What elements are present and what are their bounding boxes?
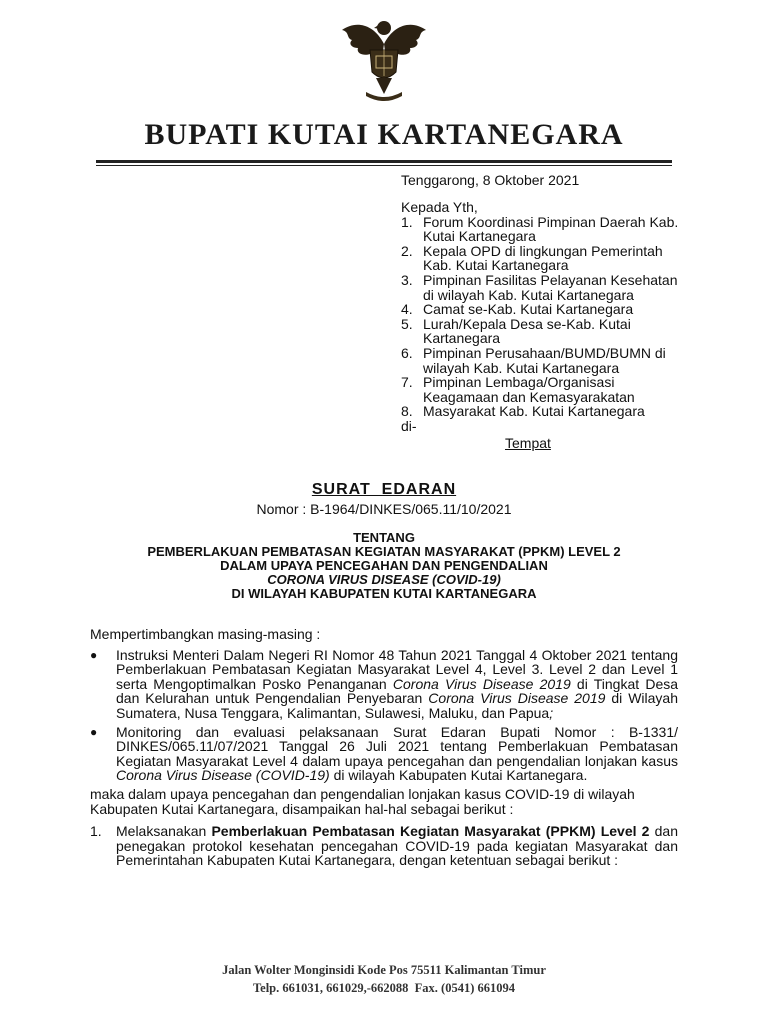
recipients-block xyxy=(401,200,686,450)
recipients-di: di- xyxy=(401,417,417,434)
letter-body xyxy=(90,627,678,868)
letter-footer xyxy=(0,961,768,997)
subject-line: DI WILAYAH KABUPATEN KUTAI KARTANEGARA xyxy=(231,586,537,601)
garuda-emblem-icon xyxy=(336,14,432,106)
considering-heading: Mempertimbangkan masing-masing : xyxy=(90,626,321,642)
recipient-item: 5. Lurah/Kepala Desa se-Kab. Kutai Kartanegara xyxy=(401,315,631,347)
recipients-tempat: Tempat xyxy=(505,434,551,451)
considering-list xyxy=(90,648,678,783)
letter-date: Tenggarong, 8 Oktober 2021 xyxy=(401,172,580,188)
recipient-item: 4. Camat se-Kab. Kutai Kartanegara xyxy=(401,301,634,318)
point-number: 1. xyxy=(90,823,102,840)
circular-number: Nomor : B-1964/DINKES/065.11/10/2021 xyxy=(256,501,512,517)
bullet-icon: ● xyxy=(90,647,98,662)
recipient-item: 7. Pimpinan Lembaga/Organisasi Keagamaan dan Kemasyarakatan xyxy=(401,374,635,405)
bullet-icon: ● xyxy=(90,724,98,739)
bullet-text: Monitoring dan evaluasi pelaksanaan Surat Edaran Bupati Nomor : B-1331/ DINKES/065.11/07/2021 Tanggal 26 Juli 2021 tentang Pemberlakuan Pembatasan Kegiatan Masyarakat Level 4 dalam upaya pencegahan dan pengendalian lonjakan kasus Corona Virus Disease (COVID-19) di wilayah Kabupaten Kutai Kartanegara. xyxy=(116,723,678,784)
circular-subject xyxy=(0,531,768,601)
circular-title-block xyxy=(0,481,768,601)
letterhead-rule-thick xyxy=(96,160,672,163)
recipient-item: 3. Pimpinan Fasilitas Pelayanan Kesehatan di wilayah Kab. Kutai Kartanegara xyxy=(401,271,678,303)
recipients-list xyxy=(401,215,686,419)
recipient-item: 1. Forum Koordinasi Pimpinan Daerah Kab. Kutai Kartanegara xyxy=(401,213,679,245)
recipient-item: 8. Masyarakat Kab. Kutai Kartanegara xyxy=(401,403,645,420)
footer-address: Jalan Wolter Monginsidi Kode Pos 75511 Kalimantan Timur xyxy=(222,963,546,977)
subject-line: DALAM UPAYA PENCEGAHAN DAN PENGENDALIAN xyxy=(220,558,548,573)
footer-contact: Telp. 661031, 661029,-662088 Fax. (0541) 661094 xyxy=(252,981,516,995)
subject-line: PEMBERLAKUAN PEMBATASAN KEGIATAN MASYARAKAT (PPKM) LEVEL 2 xyxy=(147,544,621,559)
recipient-item: 2. Kepala OPD di lingkungan Pemerintah Kab. Kutai Kartanegara xyxy=(401,242,663,274)
subject-line: CORONA VIRUS DISEASE (COVID-19) xyxy=(267,572,501,587)
subject-line: TENTANG xyxy=(353,530,415,545)
conclusion-paragraph: maka dalam upaya pencegahan dan pengendalian lonjakan kasus COVID-19 di wilayah Kabupaten Kutai Kartanegara, disampaikan hal-hal sebagai berikut : xyxy=(90,785,635,817)
letterhead-rule-thin xyxy=(96,165,672,166)
list-item xyxy=(90,725,678,783)
numbered-point xyxy=(90,824,678,868)
circular-title: SURAT EDARAN xyxy=(311,481,457,498)
letterhead-title: BUPATI KUTAI KARTANEGARA xyxy=(144,118,624,151)
list-item xyxy=(90,648,678,721)
bullet-text: Instruksi Menteri Dalam Negeri RI Nomor 48 Tahun 2021 Tanggal 4 Oktober 2021 tentang Pemberlakuan Pembatasan Kegiatan Masyarakat Level 4, Level 3. Level 2 dan Level 1 serta Mengoptimalkan Posko Penanganan Corona Virus Disease 2019 di Tingkat Desa dan Kelurahan untuk Pengendalian Penyebaran Corona Virus Disease 2019 di Wilayah Sumatera, Nusa Tenggara, Kalimantan, Sulawesi, Maluku, dan Papua; xyxy=(116,646,679,721)
recipients-greeting: Kepada Yth, xyxy=(401,199,478,215)
point-text: Melaksanakan Pemberlakuan Pembatasan Kegiatan Masyarakat (PPKM) Level 2 dan penegakan protokol kesehatan pencegahan COVID-19 pada kegiatan Masyarakat dan Pemerintahan Kabupaten Kutai Kartanegara, dengan ketentuan sebagai berikut : xyxy=(116,823,678,869)
recipient-item: 6. Pimpinan Perusahaan/BUMD/BUMN di wilayah Kab. Kutai Kartanegara xyxy=(401,344,666,376)
